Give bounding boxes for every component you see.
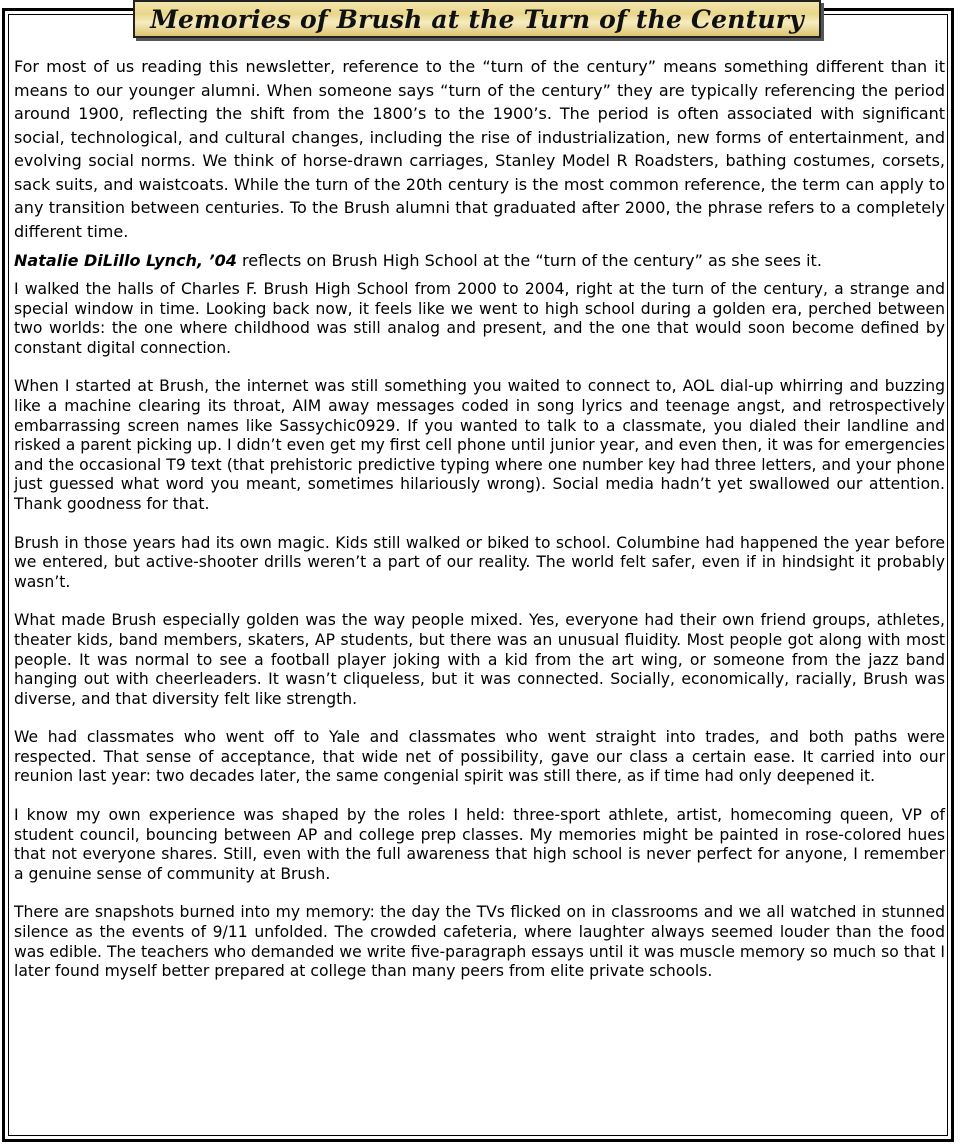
intro-paragraph: For most of us reading this newsletter, reference to the “turn of the century” means something different than it means to our younger alumni. When someone says “turn of the century” they are typically referencing the period around 1900, reflecting the shift from the 1800’s to the 1900’s. The period is often associated with significant social, technological, and cultural changes, including the rise of industrialization, new forms of entertainment, and evolving social norms. We think of horse-drawn carriages, Stanley Model R Roadsters, bathing costumes, corsets, sack suits, and waistcoats. While the turn of the 20th century is the most common reference, the term can apply to any transition between centuries. To the Brush alumni that graduated after 2000, the phrase refers to a completely different time. (14, 57, 945, 241)
article-body (14, 55, 945, 1001)
essay-paragraph-5: We had classmates who went off to Yale and classmates who went straight into trades, and both paths were respected. That sense of acceptance, that wide net of possibility, gave our class a certain ease. It carried into our reunion last year: two decades later, the same congenial spirit was still there, as if time had only deepened it. (14, 728, 945, 786)
byline (14, 249, 945, 272)
essay-paragraph-7: There are snapshots burned into my memory: the day the TVs flicked on in classrooms and we all watched in stunned silence as the events of 9/11 unfolded. The crowded cafeteria, where laughter always seemed louder than the food was edible. The teachers who demanded we write five-paragraph essays until it was muscle memory so much so that I later found myself better prepared at college than many peers from elite private schools. (14, 903, 945, 981)
essay-paragraph-3: Brush in those years had its own magic. Kids still walked or biked to school. Columbine had happened the year before we entered, but active-shooter drills weren’t a part of our reality. The world felt safer, even if in hindsight it probably wasn’t. (14, 533, 945, 591)
byline-text: reflects on Brush High School at the “turn of the century” as she sees it. (236, 251, 822, 270)
title-banner (133, 0, 821, 38)
essay-paragraph-6: I know my own experience was shaped by the roles I held: three-sport athlete, artist, homecoming queen, VP of student council, bouncing between AP and college prep classes. My memories might be painted in rose-colored hues that not everyone shares. Still, even with the full awareness that high school is never perfect for anyone, I remember a genuine sense of community at Brush. (14, 806, 945, 883)
essay-paragraph-4: What made Brush especially golden was the way people mixed. Yes, everyone had their own friend groups, athletes, theater kids, band members, skaters, AP students, but there was an unusual fluidity. Most people got along with most people. It was normal to see a football player joking with a kid from the art wing, or someone from the jazz band hanging out with cheerleaders. It wasn’t cliqueless, but it was connected. Socially, economically, racially, Brush was diverse, and that diversity felt like strength. (14, 611, 945, 708)
essay-paragraph-2: When I started at Brush, the internet was still something you waited to connect to, AOL dial-up whirring and buzzing like a machine clearing its throat, AIM away messages coded in song lyrics and teenage angst, and retrospectively embarrassing screen names like Sassychic0929. If you wanted to talk to a classmate, you dialed their landline and risked a parent picking up. I didn’t even get my first cell phone until junior year, and even then, it was for emergencies and the occasional T9 text (that prehistoric predictive typing where one number key had three letters, and your phone just guessed what word you meant, sometimes hilariously wrong). Social media hadn’t yet swallowed our attention. Thank goodness for that. (14, 377, 945, 513)
article-title: Memories of Brush at the Turn of the Century (150, 4, 804, 34)
essay-paragraph-1: I walked the halls of Charles F. Brush High School from 2000 to 2004, right at the turn of the century, a strange and special window in time. Looking back now, it feels like we went to high school during a golden era, perched between two worlds: the one where childhood was still analog and present, and the one that would soon become defined by constant digital connection. (14, 280, 945, 357)
author-name: Natalie DiLillo Lynch, ’04 (14, 251, 237, 270)
